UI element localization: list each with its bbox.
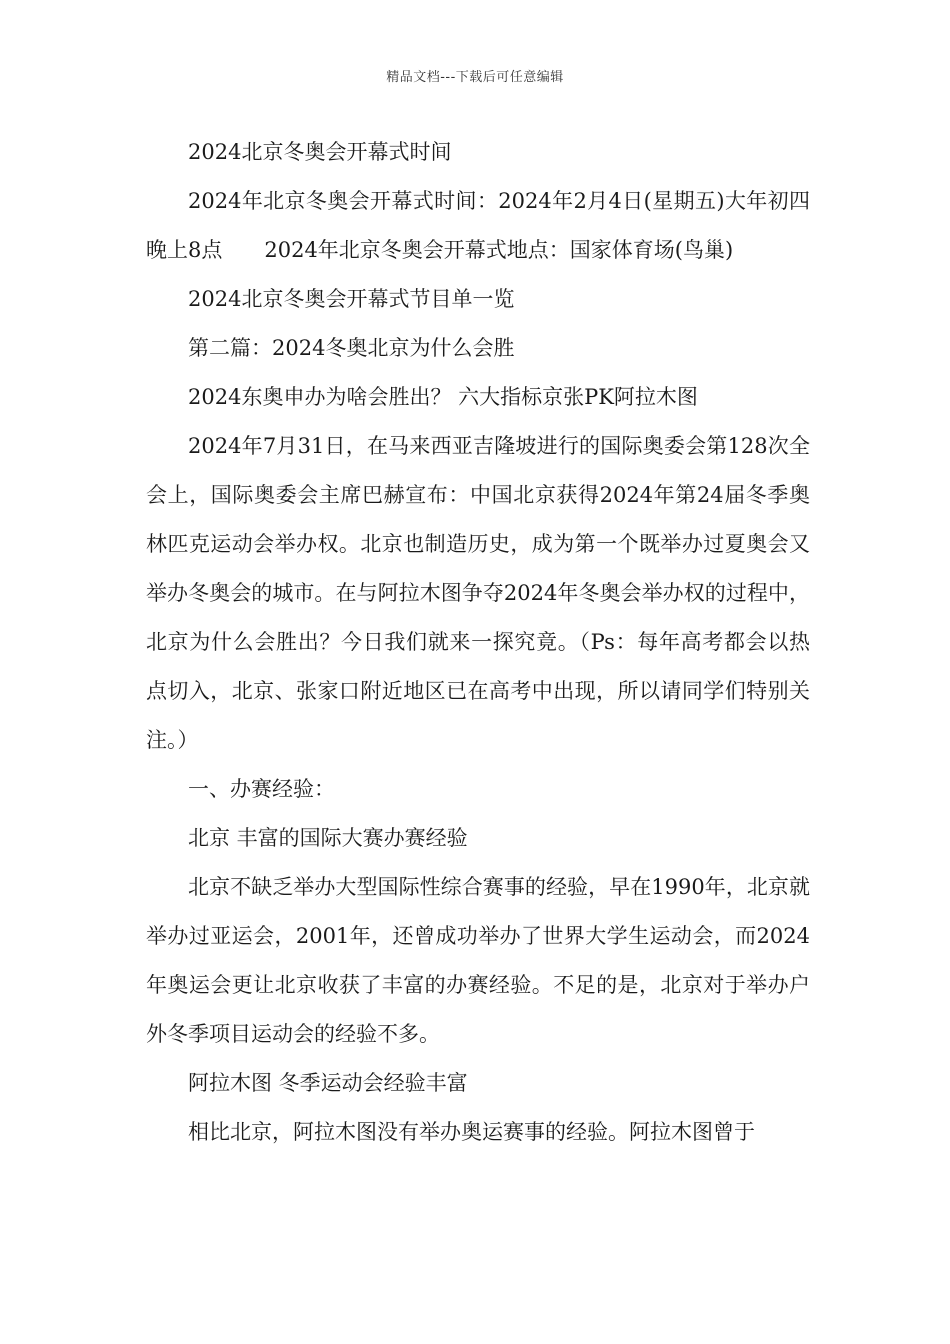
paragraph-almaty-body: 相比北京，阿拉木图没有举办奥运赛事的经验。阿拉木图曾于 [188,1120,755,1144]
paragraph-beijing-body: 北京不缺乏举办大型国际性综合赛事的经验，早在1990年，北京就举办过亚运会，2001年，还曾成功举办了世界大学生运动会，而2024年奥运会更让北京收获了丰富的办赛经验。不足的是，北京对于举办户外冬季项目运动会的经验不多。 [146,875,810,1046]
paragraph-section-two-title: 第二篇：2024冬奥北京为什么会胜 [188,336,515,360]
paragraph-ceremony-time: 2024年北京冬奥会开幕式时间：2024年2月4日(星期五)大年初四晚上8点 2024年北京冬奥会开幕式地点：国家体育场(鸟巢) [146,189,810,262]
page-header: 精品文档---下载后可任意编辑 [386,70,564,85]
paragraph-heading-experience: 一、办赛经验： [188,777,335,801]
paragraph-subtitle: 2024东奥申办为啥会胜出？ 六大指标京张PK阿拉木图 [188,385,698,409]
paragraph-program-list: 2024北京冬奥会开幕式节目单一览 [188,287,515,311]
paragraph-title: 2024北京冬奥会开幕式时间 [188,140,452,164]
paragraph-beijing-heading: 北京 丰富的国际大赛办赛经验 [188,826,468,850]
paragraph-announcement: 2024年7月31日，在马来西亚吉隆坡进行的国际奥委会第128次全会上，国际奥委会主席巴赫宣布：中国北京获得2024年第24届冬季奥林匹克运动会举办权。北京也制造历史，成为第一个既举办过夏奥会又举办冬奥会的城市。在与阿拉木图争夺2024年冬奥会举办权的过程中，北京为什么会胜出？今日我们就来一探究竟。（Ps：每年高考都会以热点切入，北京、张家口附近地区已在高考中出现，所以请同学们特别关注。） [146,434,810,752]
document-body [146,128,810,1157]
paragraph-almaty-heading: 阿拉木图 冬季运动会经验丰富 [188,1071,468,1095]
